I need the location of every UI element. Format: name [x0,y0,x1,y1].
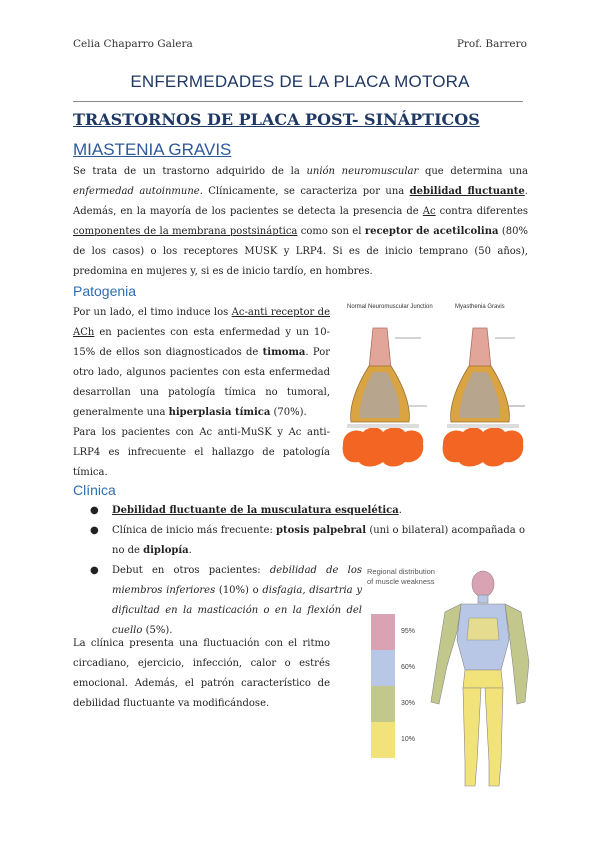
intro-paragraph: Se trata de un trastorno adquirido de la unión neuromuscular que determina una enfermedad autoinmune. Clínicamente, se caracteriza por una debilidad fluctuante. Además, en la mayoría de los pacientes se detecta la presencia de Ac contra diferentes componentes de la membrana postsináptica como son el receptor de acetilcolina (80% de los casos) o los receptores MUSK y LRP4. Si es de inicio temprano (50 años), predomina en mujeres y, si es de inicio tardío, en hombres. [73,166,528,277]
list-item: ● Clínica de inicio más frecuente: ptosis palpebral (uni o bilateral) acompañada o no de diplopía. [90,525,525,556]
body-silhouette [431,571,529,786]
level-box-10 [371,722,395,758]
level-label-30: 30% [401,700,416,707]
list-item: ● Debut en otros pacientes: debilidad de los miembros inferiores (10%) o disfagia, disartria y dificultad en la masticación o en la flexión del cuello (5%). [90,565,362,636]
section-title: TRASTORNOS DE PLACA POST- SINÁPTICOS [73,110,480,129]
junction-figure [335,298,530,470]
patogenia-paragraph: Por un lado, el timo induce los Ac-anti receptor de ACh en pacientes con esta enfermedad y un 10-15% de ellos son diagnosticados de timoma. Por otro lado, algunos pacientes con esta enfermedad desarrollan una patología tímica no tumoral, generalmente una hiperplasia tímica (70%). Para los pacientes con Ac anti-MuSK y Ac anti-LRP4 es infrecuente el hallazgo de patología tímica. [73,307,331,478]
patogenia-heading: Patogenia [73,283,137,299]
level-label-10: 10% [401,736,416,743]
page-title: ENFERMEDADES DE LA PLACA MOTORA [130,72,470,91]
axon-right [469,328,491,368]
list-item: ● Debilidad fluctuante de la musculatura esquelética. [90,505,402,516]
title-divider [73,101,523,102]
clinica-closing-paragraph: La clínica presenta una fluctuación con el ritmo circadiano, ejercicio, infección, calor o estrés emocional. Además, el patrón característico de debilidad fluctuante va modificándose. [73,638,330,709]
weakness-figure [365,562,530,792]
level-label-95: 95% [401,628,416,635]
header-author: Celia Chaparro Galera [73,38,193,50]
axon-left [369,328,391,368]
junction-label-mg: Myasthenia Gravis [455,304,505,310]
level-label-60: 60% [401,664,416,671]
level-box-95 [371,614,395,650]
junction-label-normal: Normal Neuromuscular Junction [347,304,433,310]
weakness-title-line1: Regional distribution [367,567,435,576]
clinica-heading: Clínica [73,482,116,498]
level-box-30 [371,686,395,722]
muscle-right [443,428,524,467]
subsection-title: MIASTENIA GRAVIS [73,140,232,159]
weakness-title-line2: of muscle weakness [367,577,435,586]
level-box-60 [371,650,395,686]
header-professor: Prof. Barrero [456,38,527,50]
muscle-left [343,428,424,467]
